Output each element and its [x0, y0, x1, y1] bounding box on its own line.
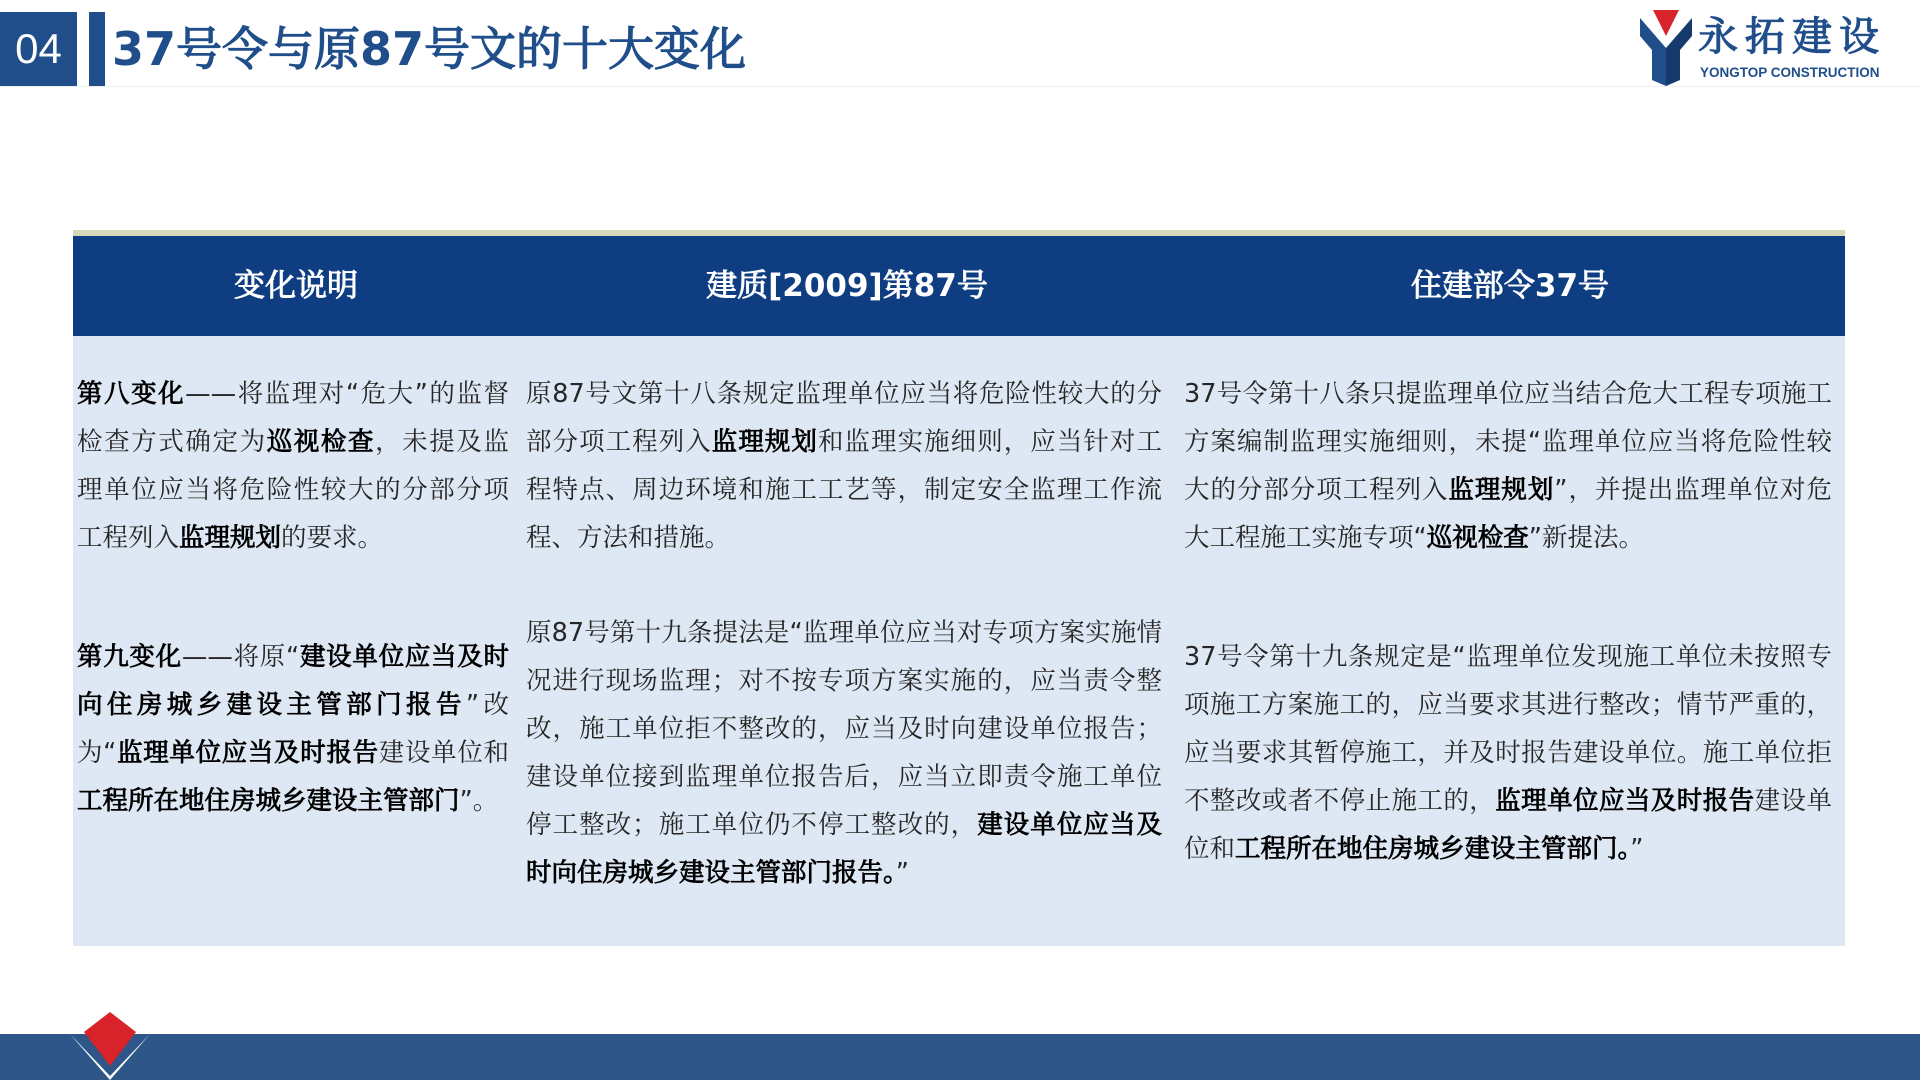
text-segment: 37号令第十八条只提监理单位应当结合危大工程专项施工方案编制监理实施细则，未提“监理单位应当将危险性较大的分部分项工程列入	[1184, 379, 1832, 505]
text-segment: ”	[895, 858, 909, 888]
page-title: 37号令与原87号文的十大变化	[112, 22, 747, 76]
row2-description	[77, 633, 509, 825]
keyword: 建设单位应当及时向住房城乡建设主管部门报告。	[526, 810, 1162, 888]
keyword: 监理单位应当及时报告	[116, 738, 379, 768]
title-accent-bar	[89, 12, 105, 86]
text-segment: ——将原“	[181, 642, 300, 672]
section-number: 04	[0, 12, 77, 86]
text-segment: 的要求。	[281, 523, 384, 553]
header-divider	[0, 86, 1920, 87]
footer-band	[0, 1034, 1920, 1080]
change-label: 第九变化	[77, 642, 182, 672]
keyword: 监理规划	[179, 523, 282, 553]
keyword: 工程所在地住房城乡建设主管部门。	[1235, 834, 1631, 864]
keyword: 监理规划	[1448, 475, 1555, 505]
keyword: 监理规划	[711, 427, 818, 457]
text-segment: 和监理实施细则，应当针对工程特点、周边环境和施工工艺等，制定安全监理工作流程、方法和措施。	[526, 427, 1162, 553]
keyword: 巡视检查	[266, 427, 376, 457]
keyword: 工程所在地住房城乡建设主管部门	[77, 786, 460, 816]
text-segment: ”，并提出监理单位对危大工程施工实施专项“	[1184, 475, 1832, 553]
text-segment: 原87号第十九条提法是“监理单位应当对专项方案实施情况进行现场监理；对不按专项方案实施的，应当责令整改，施工单位拒不整改的，应当及时向建设单位报告；建设单位接到监理单位报告后，应当立即责令施工单位停工整改；施工单位仍不停工整改的，	[526, 618, 1162, 840]
text-segment: ”新提法。	[1528, 523, 1644, 553]
keyword: 巡视检查	[1426, 523, 1529, 553]
text-segment: 原87号文第十八条规定监理单位应当将危险性较大的分部分项工程列入	[526, 379, 1162, 457]
text-segment: ”。	[459, 786, 499, 816]
keyword: 建设单位应当及时向住房城乡建设主管部门报告	[77, 642, 509, 720]
text-segment: 建设单位和	[1184, 786, 1832, 864]
keyword: 监理单位应当及时报告	[1495, 786, 1755, 816]
company-logo	[1640, 8, 1910, 88]
comparison-table	[73, 230, 1845, 946]
text-segment: 建设单位和	[378, 738, 509, 768]
row1-doc87	[526, 370, 1162, 562]
header-change-description: 变化说明	[234, 268, 358, 304]
yongtop-logo-icon	[1640, 10, 1692, 86]
header-doc-87: 建质[2009]第87号	[706, 268, 988, 304]
logo-name-cn: 永拓建设	[1698, 14, 1886, 60]
row2-doc87	[526, 609, 1162, 897]
text-segment: ——将监理对“危大”的监督检查方式确定为	[77, 379, 509, 457]
text-segment: ”改为“	[77, 690, 509, 768]
footer-logo-icon	[70, 1012, 150, 1080]
text-segment: ”	[1630, 834, 1644, 864]
row2-order37	[1184, 633, 1832, 873]
header-order-37: 住建部令37号	[1410, 268, 1610, 304]
table-header	[73, 236, 1845, 336]
row1-description	[77, 370, 509, 562]
text-segment: ，未提及监理单位应当将危险性较大的分部分项工程列入	[77, 427, 509, 553]
row1-order37	[1184, 370, 1832, 562]
change-label: 第八变化	[77, 379, 186, 409]
table-body	[73, 336, 1845, 946]
text-segment: 37号令第十九条规定是“监理单位发现施工单位未按照专项施工方案施工的，应当要求其进行整改；情节严重的，应当要求其暂停施工，并及时报告建设单位。施工单位拒不整改或者不停止施工的，	[1184, 642, 1832, 816]
logo-name-en: YONGTOP CONSTRUCTION	[1700, 65, 1880, 80]
